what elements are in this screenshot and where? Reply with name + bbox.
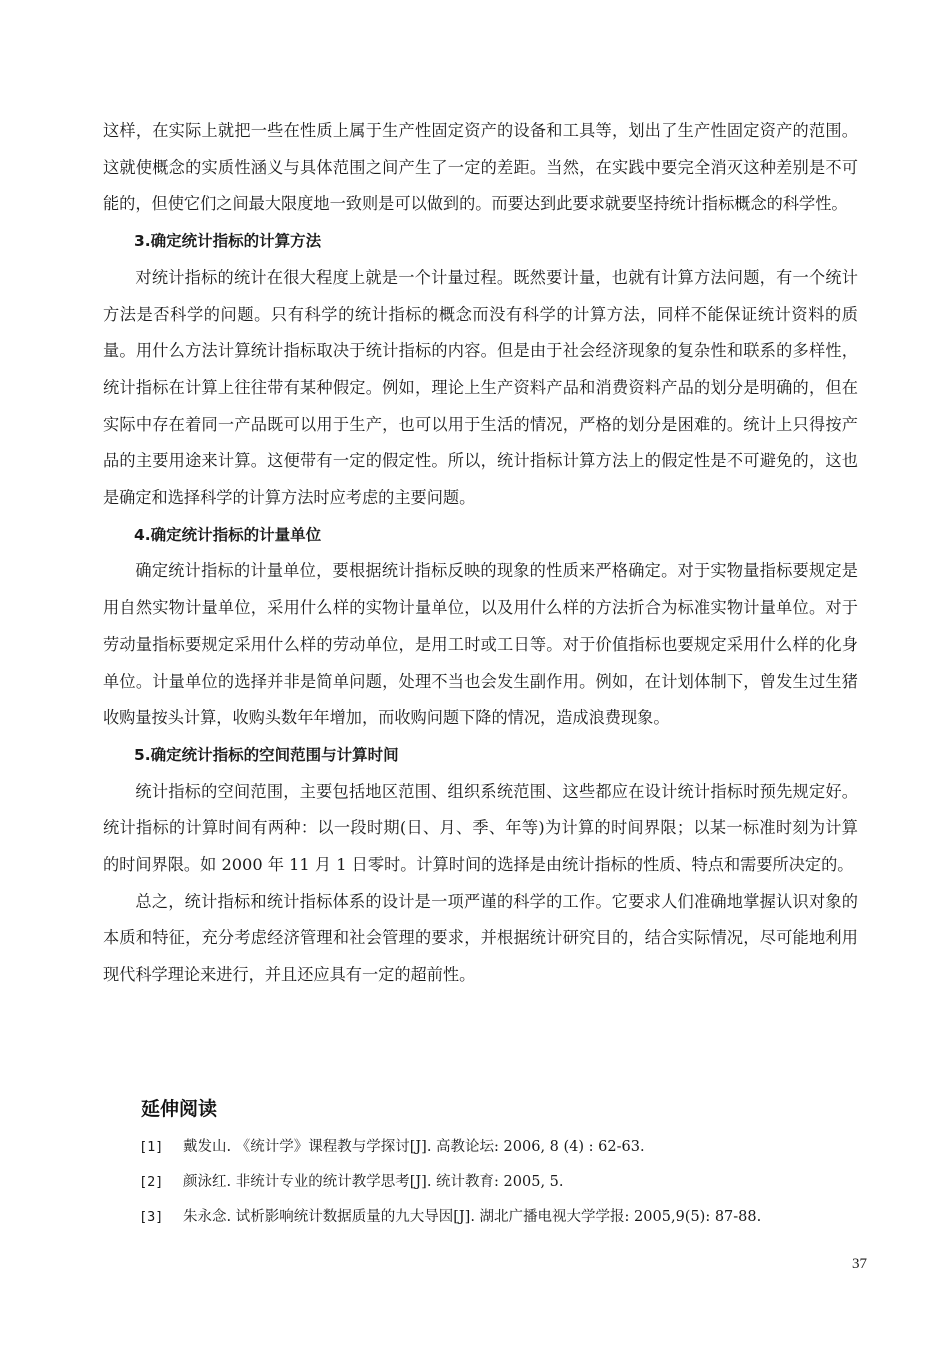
paragraph-space-time: 统计指标的空间范围，主要包括地区范围、组织系统范围、这些都应在设计统计指标时预先规定好。统计指标的计算时间有两种：以一段时期(日、月、季、年等)为计算的时间界限；以某一标准时刻为计算的时间界限。如 2000 年 11 月 1 日零时。计算时间的选择是由统计指标的性质、特点和需要所决定的。 [103, 781, 858, 875]
section-heading-5: 5.确定统计指标的空间范围与计算时间 [134, 745, 399, 764]
body-text [103, 113, 858, 994]
paragraph-summary: 总之，统计指标和统计指标体系的设计是一项严谨的科学的工作。它要求人们准确地掌握认识对象的本质和特征，充分考虑经济管理和社会管理的要求，并根据统计研究目的，结合实际情况，尽可能地利用现代科学理论来进行，并且还应具有一定的超前性。 [103, 891, 858, 985]
section-heading-4: 4.确定统计指标的计量单位 [134, 525, 322, 544]
reference-item [139, 1165, 879, 1200]
page-number: 37 [852, 1256, 867, 1272]
reference-number: [3] [139, 1209, 164, 1225]
reference-number: [2] [139, 1174, 164, 1190]
reference-list [139, 1130, 879, 1235]
reference-number: [1] [139, 1139, 164, 1155]
section-heading-3: 3.确定统计指标的计算方法 [134, 232, 322, 251]
reference-item [139, 1130, 879, 1165]
reference-text: 朱永念. 试析影响统计数据质量的九大导因[J]. 湖北广播电视大学学报: 2005,9(5): 87-88. [183, 1209, 762, 1225]
reference-text: 颜泳红. 非统计专业的统计教学思考[J]. 统计教育: 2005, 5. [183, 1174, 564, 1190]
paragraph-continuation: 这样，在实际上就把一些在性质上属于生产性固定资产的设备和工具等，划出了生产性固定资产的范围。这就使概念的实质性涵义与具体范围之间产生了一定的差距。当然，在实践中要完全消灭这种差别是不可能的，但使它们之间最大限度地一致则是可以做到的。而要达到此要求就要坚持统计指标概念的科学性。 [103, 121, 858, 214]
extended-reading-title: 延伸阅读 [141, 1098, 218, 1120]
reference-item [139, 1200, 879, 1235]
paragraph-measurement-unit: 确定统计指标的计量单位，要根据统计指标反映的现象的性质来严格确定。对于实物量指标要规定是用自然实物计量单位，采用什么样的实物计量单位，以及用什么样的方法折合为标准实物计量单位。对于劳动量指标要规定采用什么样的劳动单位，是用工时或工日等。对于价值指标也要规定采用什么样的化身单位。计量单位的选择并非是简单问题，处理不当也会发生副作用。例如，在计划体制下，曾发生过生猪收购量按头计算，收购头数年年增加，而收购问题下降的情况，造成浪费现象。 [103, 561, 858, 728]
paragraph-calculation-method: 对统计指标的统计在很大程度上就是一个计量过程。既然要计量，也就有计算方法问题，有一个统计方法是否科学的问题。只有科学的统计指标的概念而没有科学的计算方法，同样不能保证统计资料的质量。用什么方法计算统计指标取决于统计指标的内容。但是由于社会经济现象的复杂性和联系的多样性，统计指标在计算上往往带有某种假定。例如，理论上生产资料产品和消费资料产品的划分是明确的，但在实际中存在着同一产品既可以用于生产，也可以用于生活的情况，严格的划分是困难的。统计上只得按产品的主要用途来计算。这便带有一定的假定性。所以，统计指标计算方法上的假定性是不可避免的，这也是确定和选择科学的计算方法时应考虑的主要问题。 [103, 267, 858, 508]
reference-text: 戴发山. 《统计学》课程教与学探讨[J]. 高教论坛: 2006, 8 (4) : 62-63. [183, 1139, 645, 1155]
